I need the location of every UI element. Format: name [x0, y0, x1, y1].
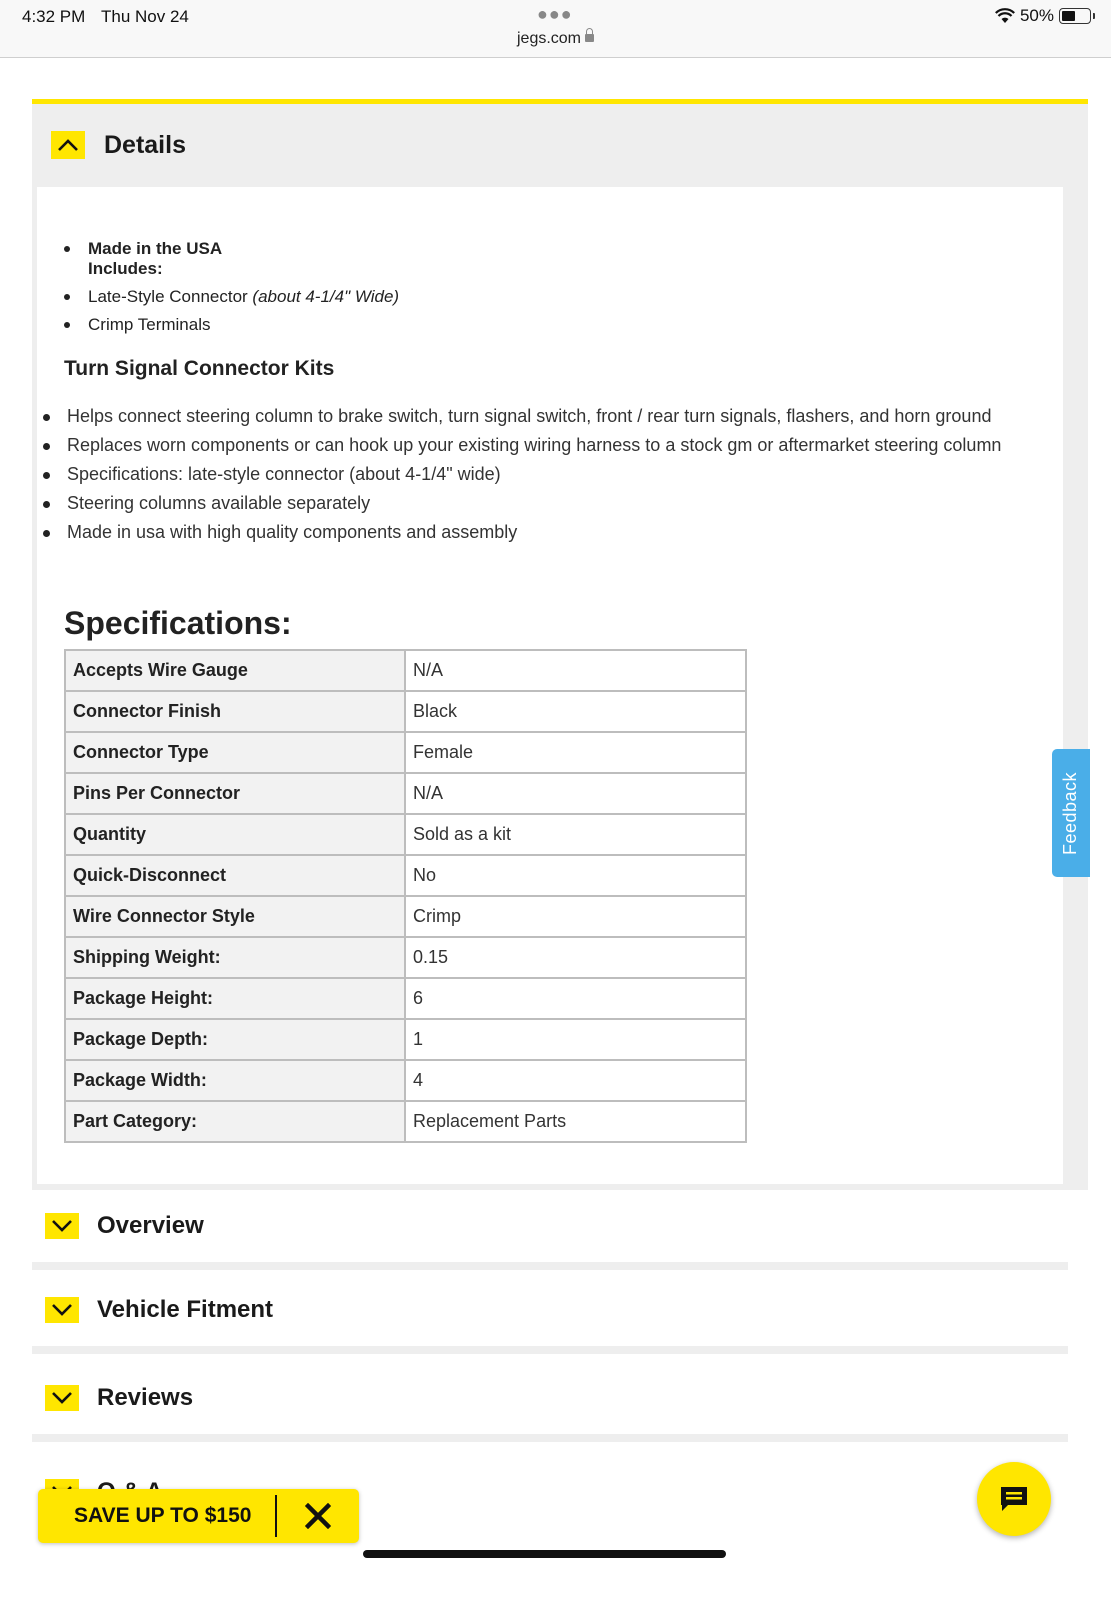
status-date: Thu Nov 24: [101, 7, 189, 26]
address-bar[interactable]: [0, 30, 1111, 48]
details-header[interactable]: [32, 104, 1088, 186]
list-item: Helps connect steering column to brake switch, turn signal switch, front / rear turn signals, flashers, and horn ground: [67, 406, 1027, 427]
table-row: [65, 773, 746, 814]
spec-key: Package Width:: [65, 1060, 405, 1101]
table-row: [65, 1060, 746, 1101]
details-section: [32, 99, 1088, 1190]
wifi-icon: [995, 8, 1015, 24]
battery-percent: 50%: [1019, 6, 1054, 25]
spec-key: Pins Per Connector: [65, 773, 405, 814]
specifications-table: [64, 649, 747, 1143]
specifications-title: Specifications:: [64, 605, 292, 641]
spec-value: 6: [405, 978, 746, 1019]
section-title: Reviews: [97, 1384, 194, 1411]
overview-section[interactable]: [32, 1190, 1068, 1270]
table-row: [65, 896, 746, 937]
vehicle-fitment-section[interactable]: [32, 1274, 1068, 1354]
kit-bullet-list: [67, 406, 1027, 551]
reviews-section[interactable]: [32, 1362, 1068, 1442]
chevron-down-icon[interactable]: [45, 1213, 79, 1239]
details-title: Details: [104, 130, 186, 159]
promo-label[interactable]: SAVE UP TO $150: [74, 1504, 252, 1527]
spec-key: Package Height:: [65, 978, 405, 1019]
more-dots-icon[interactable]: ●●●: [537, 4, 573, 24]
list-item: Steering columns available separately: [67, 493, 1027, 514]
table-row: [65, 1019, 746, 1060]
section-title: Overview: [97, 1212, 204, 1239]
spec-key: Connector Finish: [65, 691, 405, 732]
spec-key: Shipping Weight:: [65, 937, 405, 978]
status-time: 4:32 PM: [22, 7, 86, 26]
list-item: Crimp Terminals: [88, 315, 399, 335]
table-row: [65, 937, 746, 978]
home-indicator[interactable]: [363, 1550, 726, 1558]
table-row: [65, 732, 746, 773]
details-body: [37, 187, 1063, 1184]
feedback-label: Feedback: [1060, 771, 1081, 855]
spec-key: Quantity: [65, 814, 405, 855]
chat-button[interactable]: [977, 1462, 1051, 1536]
spec-key: Quick-Disconnect: [65, 855, 405, 896]
table-row: [65, 978, 746, 1019]
spec-key: Accepts Wire Gauge: [65, 650, 405, 691]
spec-value: No: [405, 855, 746, 896]
spec-value: 1: [405, 1019, 746, 1060]
table-row: [65, 691, 746, 732]
section-title: Vehicle Fitment: [97, 1296, 274, 1323]
kit-title: Turn Signal Connector Kits: [64, 357, 335, 380]
spec-key: Package Depth:: [65, 1019, 405, 1060]
spec-key: Connector Type: [65, 732, 405, 773]
spec-value: 0.15: [405, 937, 746, 978]
table-row: [65, 814, 746, 855]
status-indicators: [995, 6, 1091, 26]
feature-list: [88, 239, 399, 343]
chevron-down-icon[interactable]: [45, 1297, 79, 1323]
list-item: Late-Style Connector (about 4-1/4" Wide): [88, 287, 400, 306]
list-item: Replaces worn components or can hook up your existing wiring harness to a stock gm or aftermarket steering column: [67, 435, 1027, 456]
table-row: [65, 1101, 746, 1142]
list-item: Includes:: [88, 259, 163, 278]
spec-value: Black: [405, 691, 746, 732]
table-row: [65, 855, 746, 896]
chevron-down-icon[interactable]: [45, 1385, 79, 1411]
spec-value: Female: [405, 732, 746, 773]
close-icon[interactable]: [277, 1489, 359, 1543]
spec-value: N/A: [405, 650, 746, 691]
status-bar: [0, 0, 1111, 58]
spec-value: 4: [405, 1060, 746, 1101]
list-item: Specifications: late-style connector (about 4-1/4" wide): [67, 464, 1027, 485]
url-text: jegs.com: [516, 30, 582, 47]
spec-key: Wire Connector Style: [65, 896, 405, 937]
spec-value: N/A: [405, 773, 746, 814]
promo-banner[interactable]: [38, 1489, 359, 1543]
chevron-up-icon[interactable]: [51, 131, 85, 159]
spec-value: Crimp: [405, 896, 746, 937]
feedback-tab[interactable]: [1052, 749, 1090, 877]
chat-icon: [998, 1484, 1030, 1514]
list-item: Made in the USA: [88, 239, 399, 259]
spec-value: Sold as a kit: [405, 814, 746, 855]
spec-value: Replacement Parts: [405, 1101, 746, 1142]
spec-key: Part Category:: [65, 1101, 405, 1142]
list-item: Made in usa with high quality components and assembly: [67, 522, 1027, 543]
lock-icon: [585, 34, 594, 42]
table-row: [65, 650, 746, 691]
battery-icon: [1059, 8, 1091, 24]
